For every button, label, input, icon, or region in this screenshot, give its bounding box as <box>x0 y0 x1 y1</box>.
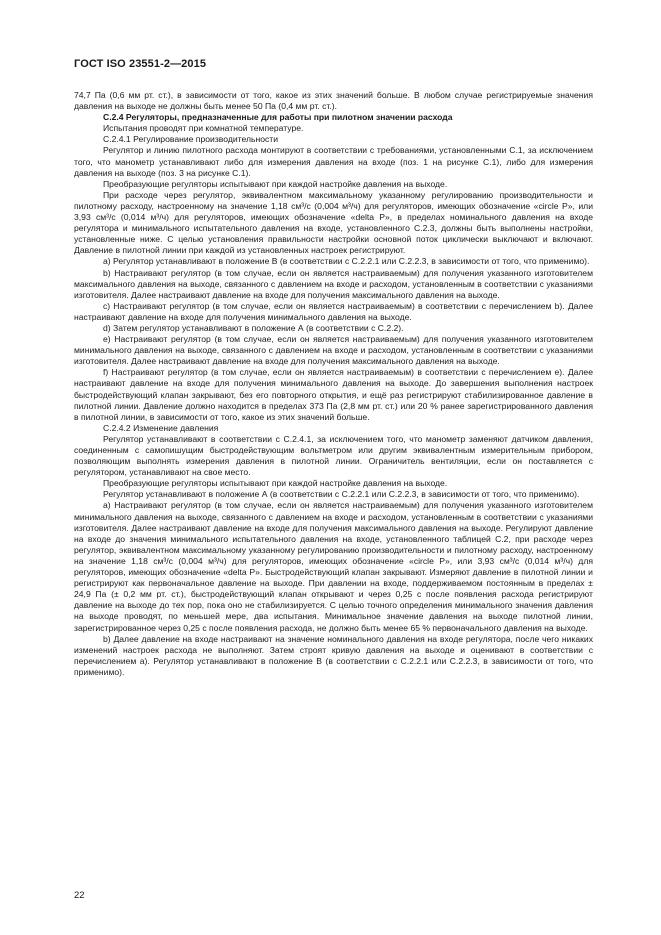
paragraph: При расходе через регулятор, эквивалентном максимальному указанному регулированию производительности и пилотному расходу, настроенному на значение 1,18 см³/с (0,004 м³/ч) для регуляторов, имеющих обозначение «circle P», или 3,93 см³/с (0,014 м³/ч) для регуляторов, имеющих обозначение «delta P», в пределах номинального давления на входе регулятора и минимального испытательного давления на входе, установленного С.2.3, должны быть выполнены настройки, установленные ниже. С целью установления правильности настройки основной поток циклически выключают и включают. Давление в пилотной линии при каждой из установленных настроек регистрируют. <box>74 189 593 256</box>
paragraph-continuation: 74,7 Па (0,6 мм рт. ст.), в зависимости от того, какое из этих значений больше. В любом случае регистрируемые значения давления на выходе не должны быть менее 50 Па (0,4 мм рт. ст.). <box>74 90 593 112</box>
paragraph: Регулятор устанавливают в положение А (в соответствии с С.2.2.1 или С.2.2.3, в зависимости от того, что применимо). <box>103 489 580 500</box>
list-item-b: b) Настраивают регулятор (в том случае, если он является настраиваемым) для получения указанного изготовителем максимального давления на выходе, связанного с давлением на входе и расходом, установленным в соответствии с указаниями изготовителя. Далее настраивают давление на входе для получения максимального давления на выходе. <box>74 267 593 300</box>
list-item-f: f) Настраивают регулятор (в том случае, если он является настраиваемым) в соответствии с перечислением е). Далее настраивают давление на входе для получения минимального давления на выходе. До завершения выполнения настроек быстродействующий клапан закрывают, без его повторного открытия, и ещё раз регистрируют стабилизированное давление в пилотной линии. Давление должно находится в пределах 373 Па (2,8 мм рт. ст.) или 20 % ранее зарегистрированного давления в пилотной линии, в зависимости от того, какое из этих значений больше. <box>74 367 593 422</box>
section-heading-c-2-4: С.2.4 Регуляторы, предназначенные для работы при пилотном значении расхода <box>103 112 453 123</box>
document-header: ГОСТ ISO 23551-2—2015 <box>74 58 207 70</box>
list-item-a: a) Настраивают регулятор (в том случае, если он является настраиваемым) для получения указанного изготовителем минимального давления на выходе, связанного с давлением на входе и расходом, установленным в соответствии с указаниями изготовителя. Далее настраивают давление на входе для получения максимального давления на выходе. Регулируют давление на входе до значения минимального испытательного давления на входе, установленного таблицей С.2, при расходе через регулятор, эквивалентном максимальному указанному регулированию производительности и пилотному расходу, настроенному на значение 1,18 см³/с (0,004 м³/ч) для регуляторов, имеющих обозначение «circle P», или 3,93 см³/с (0,014 м³/ч) для регуляторов, имеющих обозначение «delta P». Быстродействующий клапан закрывают. Измеряют давление в пилотной линии и регистрируют как первоначальное давление на выходе. При давлении на входе, поддерживаемом постоянным в пределах ± 24,9 Па (± 0,2 мм рт. ст.), быстродействующий клапан открывают и через 0,25 с после появления расхода регистрируют давление на выходе до тех пор, пока оно не стабилизируется. С целью точного определения минимального значения давления на выходе проводят, по меньшей мере, два испытания. Минимальное значение давления на выходе пилотной линии, зарегистрированное через 0,25 с после появления расхода, не должно быть менее 65 % первоначального давления на выходе. <box>74 500 593 633</box>
list-item-b: b) Далее давление на входе настраивают на значение номинального давления на входе регулятора, после чего никаких изменений настроек расхода не выполняют. Затем строят кривую давления на выходе и оценивают в соответствии с перечислением а). Регулятор устанавливают в положение В (в соответствии с С.2.2.1 или С.2.2.3, в зависимости от того, что применимо). <box>74 633 593 677</box>
paragraph: Испытания проводят при комнатной температуре. <box>103 123 304 134</box>
list-item-a: a) Регулятор устанавливают в положение B (в соответствии с С.2.2.1 или С.2.2.3, в зависимости от того, что применимо). <box>103 256 590 267</box>
list-item-d: d) Затем регулятор устанавливают в положение А (в соответствии с С.2.2). <box>103 322 404 333</box>
paragraph: Преобразующие регуляторы испытывают при каждой настройке давления на выходе. <box>103 478 448 489</box>
paragraph: Регулятор устанавливают в соответствии с С.2.4.1, за исключением того, что манометр заменяют датчиком давления, соединенным с самопишущим быстродействующим вольтметром или другим эквивалентным измерительным прибором, позволяющим выполнять измерения давления в пилотной линии. Ограничитель вентиляции, если он поставляется с регулятором, устанавливают на свое место. <box>74 433 593 478</box>
document-body <box>74 90 593 678</box>
subsection-heading-c-2-4-1: С.2.4.1 Регулирование производительности <box>103 134 279 145</box>
page-number: 22 <box>74 890 85 901</box>
paragraph: Регулятор и линию пилотного расхода монтируют в соответствии с требованиями, установленными С.1, за исключением того, что манометр устанавливают либо для измерения давления на входе (поз. 1 на рисунке С.1), либо для измерения давления на выходе (поз. 3 на рисунке С.1). <box>74 145 593 178</box>
list-item-c: c) Настраивают регулятор (в том случае, если он является настраиваемым) в соответствии с перечислением b). Далее настраивают давление на входе для получения минимального давления на выходе. <box>74 300 593 322</box>
subsection-heading-c-2-4-2: С.2.4.2 Изменение давления <box>103 422 219 433</box>
paragraph: Преобразующие регуляторы испытывают при каждой настройке давления на выходе. <box>103 178 448 189</box>
list-item-e: e) Настраивают регулятор (в том случае, если он является настраиваемым) для получения указанного изготовителем минимального давления на выходе, связанного с давлением на входе и расходом, установленным в соответствии с указаниями изготовителя. Далее настраивают давление на входе для получения максимального давления на выходе. <box>74 334 593 367</box>
